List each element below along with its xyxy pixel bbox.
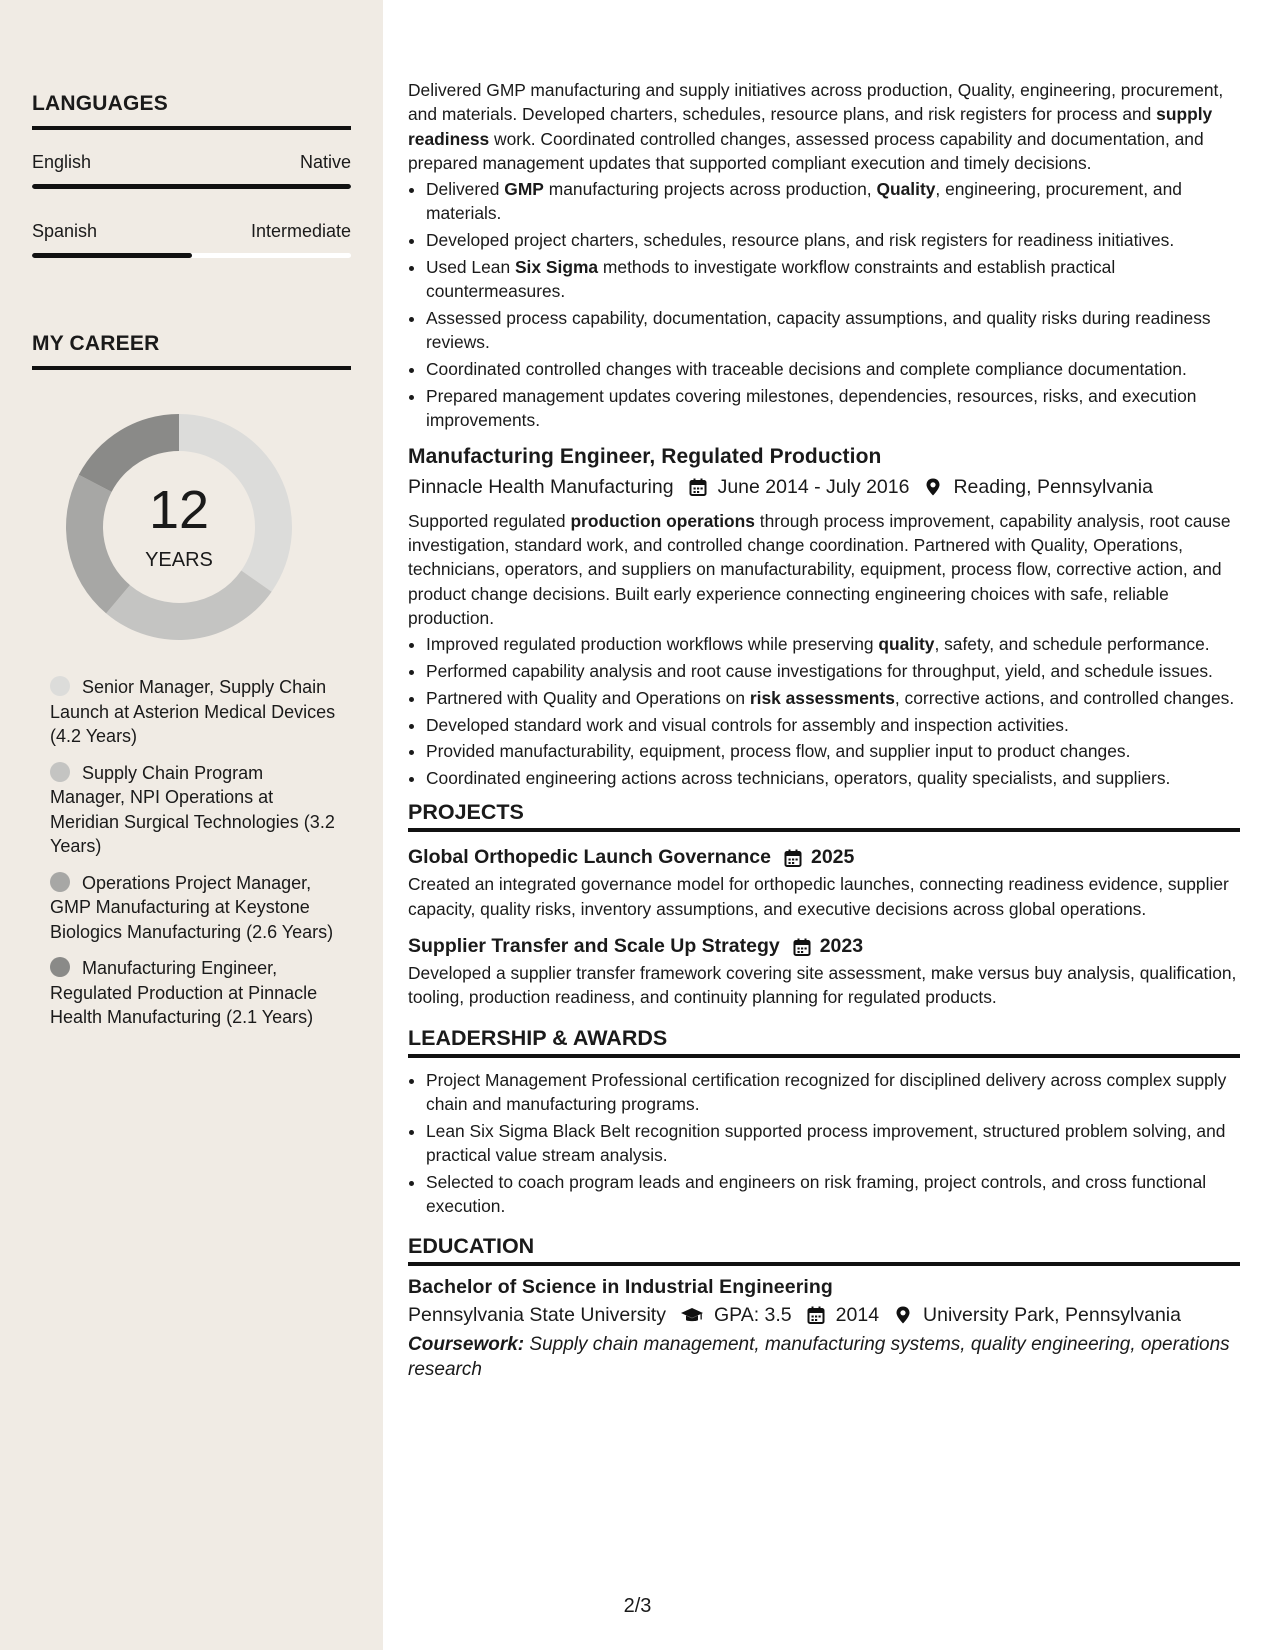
awards-list xyxy=(408,1068,1240,1219)
bullet-item xyxy=(426,177,1240,226)
career-total-label: YEARS xyxy=(145,549,213,571)
education-heading: EDUCATION xyxy=(408,1234,1240,1266)
legend-dot-icon xyxy=(50,676,70,696)
career-legend-item xyxy=(50,675,340,749)
education-school: Pennsylvania State University xyxy=(408,1304,666,1327)
bullet-item xyxy=(426,306,1240,355)
education-gpa: GPA: 3.5 xyxy=(713,1304,792,1327)
language-proficiency-fill xyxy=(32,253,192,258)
bullet-item xyxy=(426,739,1240,763)
body-text: Developed project charters, schedules, resource plans, and risk registers for readiness initiatives. xyxy=(426,230,1175,251)
body-text: Delivered xyxy=(426,179,505,200)
education-location: University Park, Pennsylvania xyxy=(923,1304,1181,1327)
bullet-item xyxy=(426,357,1240,381)
language-proficiency-fill xyxy=(32,184,351,189)
legend-dot-icon xyxy=(50,957,70,977)
project-title: Global Orthopedic Launch Governance xyxy=(408,846,771,869)
language-name: English xyxy=(32,152,92,172)
bullet-item xyxy=(426,659,1240,683)
calendar-icon xyxy=(783,848,803,868)
body-text: , engineering, procurement, and materials. xyxy=(426,179,1182,224)
project-description: Developed a supplier transfer framework covering site assessment, make versus buy analysis, qualification, tooling, production readiness, and continuity planning for regulated products. xyxy=(408,963,1237,1008)
body-text: , corrective actions, and controlled changes. xyxy=(894,687,1235,708)
language-name: Spanish xyxy=(32,221,98,241)
education-degree: Bachelor of Science in Industrial Engineering xyxy=(408,1276,833,1299)
emphasis-text: Six Sigma xyxy=(514,257,599,278)
career-donut-segment xyxy=(106,571,271,640)
emphasis-text: supply readiness xyxy=(408,104,1213,149)
sidebar xyxy=(0,0,383,1650)
career-legend xyxy=(50,675,340,1042)
body-text: Partnered with Quality and Operations on xyxy=(426,687,750,708)
project-year: 2025 xyxy=(810,846,855,869)
calendar-icon xyxy=(688,477,708,497)
project-year: 2023 xyxy=(819,935,864,958)
career-heading: MY CAREER xyxy=(32,332,160,355)
career-legend-item xyxy=(50,871,340,945)
body-text: Supported regulated xyxy=(408,510,571,531)
coursework-label: Coursework: xyxy=(408,1334,525,1356)
job-summary xyxy=(408,78,1240,175)
projects-heading: PROJECTS xyxy=(408,800,1240,832)
language-proficiency-bar xyxy=(32,184,351,189)
project-title-row xyxy=(408,846,1240,869)
map-pin-icon xyxy=(893,1305,913,1325)
calendar-icon xyxy=(792,937,812,957)
job-company: Pinnacle Health Manufacturing xyxy=(408,475,674,498)
career-legend-label: Operations Project Manager, GMP Manufacturing at Keystone Biologics Manufacturing (2.6 Years) xyxy=(50,872,334,942)
body-text: , safety, and schedule performance. xyxy=(934,634,1210,655)
project-title-row xyxy=(408,935,1240,958)
career-total-years: 12 xyxy=(148,480,210,540)
award-item: • Project Management Professional certification recognized for disciplined delivery across complex supply chain and manufacturing programs. xyxy=(426,1068,1240,1117)
bullet-item xyxy=(426,228,1240,252)
bullet-item xyxy=(426,255,1240,304)
language-proficiency-bar xyxy=(32,253,351,258)
job-bullet-list xyxy=(408,177,1240,432)
body-text: through process improvement, capability analysis, root cause investigation, standard work, and controlled change coordination. Partnered with Quality, Operations, technicians, operators, and suppliers on manufacturability, equipment, process flow, corrective action, and product change decisions. Built early experience connecting engineering choices with safe, reliable production. xyxy=(408,510,1231,628)
project-title: Supplier Transfer and Scale Up Strategy xyxy=(408,935,780,958)
body-text: work. Coordinated controlled changes, assessed process capability and documentation, and prepared management updates that supported compliant execution and timely decisions. xyxy=(408,128,1204,173)
job-title: Manufacturing Engineer, Regulated Production xyxy=(408,444,882,468)
bullet-item xyxy=(426,713,1240,737)
body-text: Used Lean xyxy=(426,257,515,278)
career-legend-label: Supply Chain Program Manager, NPI Operations at Meridian Surgical Technologies (3.2 Years) xyxy=(50,762,335,856)
legend-dot-icon xyxy=(50,762,70,782)
education-meta xyxy=(408,1301,1240,1329)
body-text: Improved regulated production workflows while preserving xyxy=(426,634,879,655)
calendar-icon xyxy=(806,1305,826,1325)
languages-heading-rule xyxy=(32,126,351,130)
body-text: Coordinated controlled changes with traceable decisions and complete compliance documentation. xyxy=(426,359,1187,380)
education-coursework xyxy=(408,1333,1240,1382)
body-text: Prepared management updates covering milestones, dependencies, resources, risks, and execution improvements. xyxy=(426,386,1197,431)
body-text: manufacturing projects across production, xyxy=(543,179,877,200)
emphasis-text: risk assessments xyxy=(749,687,895,708)
job-bullet-list xyxy=(408,632,1240,790)
body-text: methods to investigate workflow constraints and establish practical countermeasures. xyxy=(426,257,1116,302)
career-legend-item xyxy=(50,761,340,859)
page-number: 2/3 xyxy=(623,1595,652,1617)
career-legend-label: Senior Manager, Supply Chain Launch at Asterion Medical Devices (4.2 Years) xyxy=(50,677,336,746)
job-summary xyxy=(408,509,1240,630)
bullet-item xyxy=(426,384,1240,433)
bullet-item xyxy=(426,686,1240,710)
emphasis-text: GMP xyxy=(504,179,544,200)
career-legend-label: Manufacturing Engineer, Regulated Production at Pinnacle Health Manufacturing (2.1 Years) xyxy=(50,958,318,1027)
body-text: Provided manufacturability, equipment, process flow, and supplier input to product changes. xyxy=(426,741,1131,762)
award-item: • Selected to coach program leads and engineers on risk framing, project controls, and cross functional execution. xyxy=(426,1170,1240,1219)
main-content xyxy=(408,78,1240,1382)
body-text: Coordinated engineering actions across technicians, operators, quality specialists, and suppliers. xyxy=(426,768,1171,789)
body-text: Performed capability analysis and root cause investigations for throughput, yield, and schedule issues. xyxy=(426,660,1213,681)
job-dates: June 2014 - July 2016 xyxy=(717,475,910,498)
coursework-text: Supply chain management, manufacturing systems, quality engineering, operations research xyxy=(408,1334,1230,1380)
award-item: • Lean Six Sigma Black Belt recognition supported process improvement, structured problem solving, and practical value stream analysis. xyxy=(426,1119,1240,1168)
legend-dot-icon xyxy=(50,872,70,892)
career-heading-rule xyxy=(32,366,351,370)
languages-heading: LANGUAGES xyxy=(32,92,168,115)
job-meta xyxy=(408,473,1240,501)
bullet-item xyxy=(426,766,1240,790)
emphasis-text: Quality xyxy=(876,179,936,200)
body-text: Delivered GMP manufacturing and supply initiatives across production, Quality, engineering, procurement, and materials. Developed charters, schedules, resource plans, and risk registers for process and xyxy=(408,80,1224,125)
awards-heading: LEADERSHIP & AWARDS xyxy=(408,1026,1240,1058)
body-text: Developed standard work and visual controls for assembly and inspection activities. xyxy=(426,714,1069,735)
emphasis-text: production operations xyxy=(570,510,755,531)
language-level: Native xyxy=(299,152,351,172)
career-legend-item xyxy=(50,956,340,1030)
job-location: Reading, Pennsylvania xyxy=(953,475,1153,498)
emphasis-text: quality xyxy=(878,634,935,655)
project-description: Created an integrated governance model for orthopedic launches, connecting readiness evidence, supplier capacity, quality risks, inventory assumptions, and executive decisions across global operations. xyxy=(408,874,1229,919)
map-pin-icon xyxy=(923,477,943,497)
language-level: Intermediate xyxy=(250,221,351,241)
graduation-cap-icon xyxy=(680,1305,704,1325)
bullet-item xyxy=(426,632,1240,656)
body-text: Assessed process capability, documentation, capacity assumptions, and quality risks during readiness reviews. xyxy=(426,308,1211,353)
education-year: 2014 xyxy=(835,1304,880,1327)
